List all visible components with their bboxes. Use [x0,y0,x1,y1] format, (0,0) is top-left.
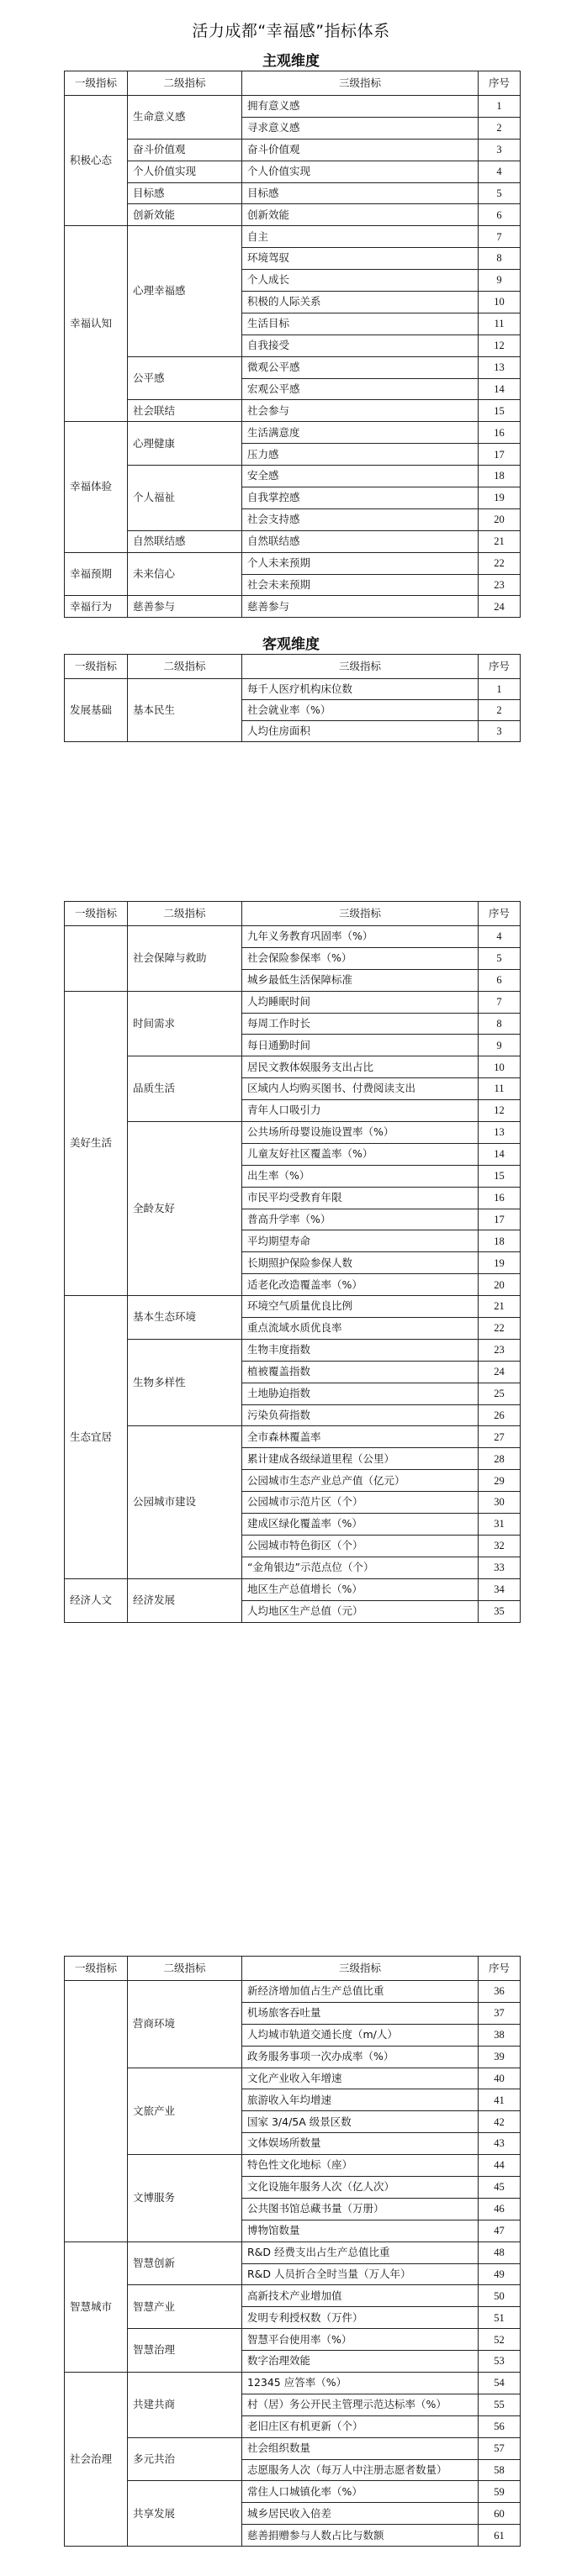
level3-indicator: 旅游收入年均增速 [242,2089,479,2111]
level2-indicator: 共建共商 [128,2373,242,2438]
level2-indicator: 经济发展 [128,1578,242,1622]
level2-indicator: 慈善参与 [128,596,242,618]
level3-indicator: 常住人口城镇化率（%） [242,2481,479,2503]
level3-indicator: 智慧平台使用率（%） [242,2329,479,2351]
column-header: 一级指标 [65,655,128,679]
table-row [65,161,521,182]
header-row [65,1957,521,1981]
section-title-subjective: 主观维度 [262,53,320,70]
level3-indicator: R&D 人员折合全时当量（万人年） [242,2263,479,2285]
level2-indicator: 个人福祉 [128,466,242,531]
level2-indicator: 自然联结感 [128,530,242,552]
level2-indicator: 心理健康 [128,422,242,466]
serial-number: 9 [479,270,521,292]
serial-number: 18 [479,466,521,487]
level3-indicator: 重点流域水质优良率 [242,1318,479,1340]
serial-number: 20 [479,508,521,530]
level1-indicator: 发展基础 [65,679,128,742]
level3-indicator: 特色性文化地标（座） [242,2155,479,2177]
level1-indicator: 智慧城市 [65,2241,128,2372]
level2-indicator: 品质生活 [128,1056,242,1122]
serial-number: 37 [479,2002,521,2024]
level1-indicator: 社会治理 [65,2373,128,2547]
level2-indicator: 创新效能 [128,204,242,226]
serial-number: 23 [479,1339,521,1361]
level3-indicator: 文化产业收入年增速 [242,2068,479,2089]
table-row [65,139,521,161]
level3-indicator: 市民平均受教育年限 [242,1187,479,1209]
serial-number: 52 [479,2329,521,2351]
column-header: 二级指标 [128,902,242,926]
serial-number: 35 [479,1600,521,1622]
level3-indicator: 创新效能 [242,204,479,226]
serial-number: 13 [479,1122,521,1144]
column-header: 一级指标 [65,902,128,926]
serial-number: 44 [479,2155,521,2177]
level3-indicator: 自主 [242,226,479,248]
table-row [65,1122,521,1144]
level3-indicator: 城乡最低生活保障标准 [242,969,479,991]
serial-number: 27 [479,1426,521,1448]
level3-indicator: 压力感 [242,444,479,466]
level3-indicator: 老旧庄区有机更新（个） [242,2415,479,2437]
level3-indicator: 个人价值实现 [242,161,479,182]
level3-indicator: 机场旅客吞吐量 [242,2002,479,2024]
level1-indicator: 积极心态 [65,96,128,226]
table-row [65,2373,521,2394]
level1-indicator: 经济人文 [65,1578,128,1622]
level2-indicator: 个人价值实现 [128,161,242,182]
level3-indicator: 自我接受 [242,335,479,356]
serial-number: 59 [479,2481,521,2503]
serial-number: 7 [479,226,521,248]
level3-indicator: 生活满意度 [242,422,479,444]
level3-indicator: 社会参与 [242,400,479,422]
table-row [65,400,521,422]
level3-indicator: 人均住房面积 [242,721,479,742]
level3-indicator: 志愿服务人次（每万人中注册志愿者数量） [242,2459,479,2481]
serial-number: 3 [479,139,521,161]
level2-indicator: 文博服务 [128,2155,242,2242]
level3-indicator: 慈善参与 [242,596,479,618]
level3-indicator: 每周工作时长 [242,1013,479,1035]
objective-indicator-table-part2 [64,901,521,1623]
level3-indicator: 自然联结感 [242,530,479,552]
level3-indicator: 自我掌控感 [242,487,479,509]
serial-number: 1 [479,679,521,700]
serial-number: 16 [479,422,521,444]
level3-indicator: 公共图书馆总藏书量（万册） [242,2198,479,2220]
serial-number: 46 [479,2198,521,2220]
serial-number: 14 [479,378,521,400]
header-row [65,71,521,96]
level1-indicator: 幸福认知 [65,226,128,422]
level3-indicator: 博物馆数量 [242,2220,479,2241]
column-header: 序号 [479,655,521,679]
column-header: 一级指标 [65,1957,128,1981]
level2-indicator: 公平感 [128,356,242,400]
page-title: 活力成都“幸福感”指标体系 [192,22,390,40]
serial-number: 20 [479,1274,521,1296]
level3-indicator: 新经济增加值占生产总值比重 [242,1981,479,2003]
column-header: 二级指标 [128,655,242,679]
level2-indicator: 文旅产业 [128,2068,242,2155]
level2-indicator: 全龄友好 [128,1122,242,1296]
level1-indicator [65,1981,128,2242]
serial-number: 6 [479,204,521,226]
column-header: 序号 [479,71,521,96]
serial-number: 33 [479,1557,521,1578]
table-row [65,356,521,378]
serial-number: 17 [479,1209,521,1230]
level3-indicator: 高新技术产业增加值 [242,2285,479,2307]
serial-number: 4 [479,926,521,948]
serial-number: 57 [479,2437,521,2459]
serial-number: 17 [479,444,521,466]
level3-indicator: 生物丰度指数 [242,1339,479,1361]
objective-indicator-table-part1 [64,654,521,742]
level3-indicator: 寻求意义感 [242,117,479,139]
level2-indicator: 奋斗价值观 [128,139,242,161]
level1-indicator: 幸福行为 [65,596,128,618]
serial-number: 41 [479,2089,521,2111]
serial-number: 24 [479,596,521,618]
level3-indicator: 宏观公平感 [242,378,479,400]
level3-indicator: 人均地区生产总值（元） [242,1600,479,1622]
table-row [65,182,521,204]
serial-number: 42 [479,2111,521,2133]
table-row [65,422,521,444]
level3-indicator: 个人成长 [242,270,479,292]
serial-number: 25 [479,1383,521,1404]
level2-indicator: 智慧创新 [128,2241,242,2285]
serial-number: 60 [479,2503,521,2525]
level3-indicator: 人均城市轨道交通长度（m/人） [242,2024,479,2046]
table-row [65,530,521,552]
level3-indicator: 公园城市特色街区（个） [242,1535,479,1557]
serial-number: 5 [479,947,521,969]
level3-indicator: 出生率（%） [242,1165,479,1187]
serial-number: 43 [479,2133,521,2155]
level2-indicator: 时间需求 [128,991,242,1056]
serial-number: 11 [479,1078,521,1100]
level2-indicator: 营商环境 [128,1981,242,2068]
level3-indicator: 环境驾驭 [242,248,479,270]
serial-number: 13 [479,356,521,378]
level3-indicator: 文化设施年服务人次（亿人次） [242,2177,479,2199]
level3-indicator: 公园城市生态产业总产值（亿元） [242,1470,479,1492]
level3-indicator: 社会支持感 [242,508,479,530]
column-header: 二级指标 [128,71,242,96]
level3-indicator: 适老化改造覆盖率（%） [242,1274,479,1296]
level3-indicator: 公共场所母婴设施设置率（%） [242,1122,479,1144]
level3-indicator: 植被覆盖指数 [242,1361,479,1383]
serial-number: 10 [479,1056,521,1078]
table-row [65,596,521,618]
level3-indicator: 累计建成各级绿道里程（公里） [242,1448,479,1470]
level3-indicator: 政务服务事项一次办成率（%） [242,2046,479,2068]
serial-number: 40 [479,2068,521,2089]
level3-indicator: 12345 应答率（%） [242,2373,479,2394]
level3-indicator: 公园城市示范片区（个） [242,1492,479,1514]
column-header: 三级指标 [242,902,479,926]
level3-indicator: 文体娱场所数量 [242,2133,479,2155]
serial-number: 54 [479,2373,521,2394]
serial-number: 58 [479,2459,521,2481]
table-row [65,1296,521,1318]
serial-number: 19 [479,487,521,509]
level1-indicator: 幸福预期 [65,552,128,596]
table-row [65,2068,521,2089]
column-header: 二级指标 [128,1957,242,1981]
serial-number: 12 [479,1100,521,1122]
serial-number: 22 [479,552,521,574]
table-row [65,679,521,700]
level3-indicator: 人均睡眠时间 [242,991,479,1013]
table-row [65,991,521,1013]
serial-number: 45 [479,2177,521,2199]
serial-number: 26 [479,1404,521,1426]
level2-indicator: 心理幸福感 [128,226,242,356]
level2-indicator: 共享发展 [128,2481,242,2547]
objective-indicator-table-part3 [64,1956,521,2547]
level3-indicator: 安全感 [242,466,479,487]
serial-number: 61 [479,2525,521,2547]
level3-indicator: 平均期望寿命 [242,1230,479,1252]
level3-indicator: 城乡居民收入倍差 [242,2503,479,2525]
level3-indicator: 社会保险参保率（%） [242,947,479,969]
serial-number: 39 [479,2046,521,2068]
serial-number: 23 [479,574,521,596]
serial-number: 21 [479,1296,521,1318]
level3-indicator: 建成区绿化覆盖率（%） [242,1514,479,1536]
table-row [65,2437,521,2459]
table-row [65,204,521,226]
serial-number: 18 [479,1230,521,1252]
level1-indicator: 生态宜居 [65,1296,128,1579]
level3-indicator: 土地胁迫指数 [242,1383,479,1404]
level3-indicator: 社会就业率（%） [242,700,479,721]
serial-number: 16 [479,1187,521,1209]
level3-indicator: 目标感 [242,182,479,204]
column-header: 一级指标 [65,71,128,96]
level3-indicator: 青年人口吸引力 [242,1100,479,1122]
serial-number: 51 [479,2307,521,2329]
serial-number: 29 [479,1470,521,1492]
level3-indicator: “金角银边”示范点位（个） [242,1557,479,1578]
serial-number: 5 [479,182,521,204]
serial-number: 11 [479,313,521,335]
level3-indicator: 拥有意义感 [242,96,479,118]
level3-indicator: 儿童友好社区覆盖率（%） [242,1143,479,1165]
table-row [65,1426,521,1448]
serial-number: 3 [479,721,521,742]
table-row [65,96,521,118]
serial-number: 36 [479,1981,521,2003]
column-header: 三级指标 [242,655,479,679]
level2-indicator: 基本生态环境 [128,1296,242,1340]
level3-indicator: 村（居）务公开民主管理示范达标率（%） [242,2394,479,2415]
level3-indicator: 污染负荷指数 [242,1404,479,1426]
serial-number: 2 [479,700,521,721]
serial-number: 53 [479,2351,521,2373]
level3-indicator: 地区生产总值增长（%） [242,1578,479,1600]
serial-number: 31 [479,1514,521,1536]
serial-number: 50 [479,2285,521,2307]
level2-indicator: 基本民生 [128,679,242,742]
level3-indicator: 个人未来预期 [242,552,479,574]
serial-number: 9 [479,1035,521,1056]
level3-indicator: 社会未来预期 [242,574,479,596]
level2-indicator: 多元共治 [128,2437,242,2481]
level3-indicator: 微观公平感 [242,356,479,378]
header-row [65,655,521,679]
table-row [65,1339,521,1361]
table-row [65,1578,521,1600]
level3-indicator: 每日通勤时间 [242,1035,479,1056]
level2-indicator: 智慧治理 [128,2329,242,2373]
serial-number: 19 [479,1252,521,1274]
serial-number: 15 [479,1165,521,1187]
level3-indicator: 社会组织数量 [242,2437,479,2459]
serial-number: 34 [479,1578,521,1600]
section-title-objective: 客观维度 [262,636,320,653]
table-row [65,2241,521,2263]
level2-indicator: 智慧产业 [128,2285,242,2329]
level2-indicator: 社会保障与救助 [128,926,242,992]
serial-number: 24 [479,1361,521,1383]
serial-number: 2 [479,117,521,139]
table-row [65,2155,521,2177]
serial-number: 22 [479,1318,521,1340]
table-row [65,226,521,248]
level3-indicator: 发明专利授权数（万件） [242,2307,479,2329]
level3-indicator: 生活目标 [242,313,479,335]
level1-indicator: 幸福体验 [65,422,128,552]
level3-indicator: 每千人医疗机构床位数 [242,679,479,700]
level3-indicator: 全市森林覆盖率 [242,1426,479,1448]
level3-indicator: 积极的人际关系 [242,292,479,313]
serial-number: 10 [479,292,521,313]
subjective-indicator-table [64,71,521,618]
table-row [65,1056,521,1078]
serial-number: 15 [479,400,521,422]
serial-number: 7 [479,991,521,1013]
level3-indicator: 长期照护保险参保人数 [242,1252,479,1274]
level3-indicator: 居民文教体娱服务支出占比 [242,1056,479,1078]
level2-indicator: 生命意义感 [128,96,242,140]
table-row [65,466,521,487]
level3-indicator: 国家 3/4/5A 级景区数 [242,2111,479,2133]
level2-indicator: 未来信心 [128,552,242,596]
table-row [65,926,521,948]
level3-indicator: 普高升学率（%） [242,1209,479,1230]
serial-number: 56 [479,2415,521,2437]
serial-number: 8 [479,1013,521,1035]
table-row [65,2329,521,2351]
level3-indicator: 区域内人均购买图书、付费阅读支出 [242,1078,479,1100]
level3-indicator: 数字治理效能 [242,2351,479,2373]
serial-number: 32 [479,1535,521,1557]
level3-indicator: 慈善捐赠参与人数占比与数额 [242,2525,479,2547]
serial-number: 14 [479,1143,521,1165]
table-row [65,2481,521,2503]
level3-indicator: 九年义务教育巩固率（%） [242,926,479,948]
serial-number: 21 [479,530,521,552]
level3-indicator: R&D 经费支出占生产总值比重 [242,2241,479,2263]
level2-indicator: 目标感 [128,182,242,204]
level2-indicator: 生物多样性 [128,1339,242,1426]
serial-number: 8 [479,248,521,270]
level3-indicator: 奋斗价值观 [242,139,479,161]
table-row [65,1981,521,2003]
column-header: 三级指标 [242,71,479,96]
header-row [65,902,521,926]
serial-number: 47 [479,2220,521,2241]
serial-number: 12 [479,335,521,356]
table-row [65,2285,521,2307]
level1-indicator: 美好生活 [65,991,128,1295]
serial-number: 48 [479,2241,521,2263]
serial-number: 28 [479,1448,521,1470]
serial-number: 1 [479,96,521,118]
level1-indicator [65,926,128,992]
column-header: 序号 [479,1957,521,1981]
column-header: 三级指标 [242,1957,479,1981]
level2-indicator: 公园城市建设 [128,1426,242,1578]
table-row [65,552,521,574]
serial-number: 30 [479,1492,521,1514]
serial-number: 55 [479,2394,521,2415]
level2-indicator: 社会联结 [128,400,242,422]
serial-number: 4 [479,161,521,182]
serial-number: 6 [479,969,521,991]
serial-number: 49 [479,2263,521,2285]
column-header: 序号 [479,902,521,926]
level3-indicator: 环境空气质量优良比例 [242,1296,479,1318]
serial-number: 38 [479,2024,521,2046]
